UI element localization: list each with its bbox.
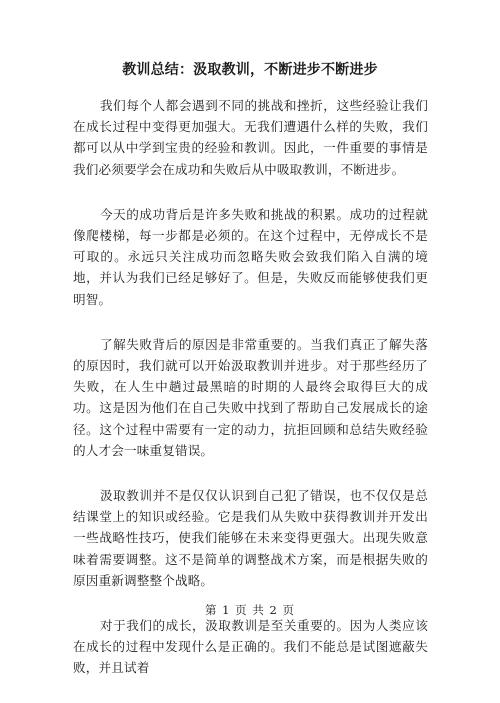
paragraph-2: 今天的成功背后是许多失败和挑战的积累。成功的过程就像爬楼梯，每一步都是必须的。在这个过程中，无停成长不是可取的。永远只关注成功而忽略失败会致我们陷入自满的境地，并认为我们已经足够好了。但是，失败反而能够使我们更明智。 [73, 206, 428, 307]
page-footer: 第 1 页 共 2 页 [205, 603, 295, 617]
paragraph-4: 汲取教训并不是仅仅认识到自己犯了错误，也不仅仅是总结课堂上的知识或经验。它是我们从失败中获得教训并开发出一些战略性技巧，使我们能够在未来变得更强大。出现失败意味着需要调整。这不是简单的调整战术方案，而是根据失败的原因重新调整整个战略。 [73, 488, 428, 588]
paragraph-5: 对于我们的成长，汲取教训是至关重要的。因为人类应该在成长的过程中发现什么是正确的。我们不能总是试图遮蔽失败，并且试着 [73, 618, 428, 676]
paragraph-3: 了解失败背后的原因是非常重要的。当我们真正了解失落的原因时，我们就可以开始汲取教训并进步。对于那些经历了失败，在人生中趟过最黑暗的时期的人最终会取得巨大的成功。这是因为他们在自己失败中找到了帮助自己发展成长的途径。这个过程中需要有一定的动力，抗拒回顾和总结失败经验的人才会一味重复错误。 [73, 336, 428, 458]
paragraph-1: 我们每个人都会遇到不同的挑战和挫折，这些经验让我们在成长过程中变得更加强大。无我们遭遇什么样的失败，我们都可以从中学到宝贵的经验和教训。因此，一件重要的事情是我们必须要学会在成功和失败后从中吸取教训，不断进步。 [73, 98, 428, 177]
document-title: 教训总结：汲取教训，不断进步不断进步 [122, 62, 378, 78]
